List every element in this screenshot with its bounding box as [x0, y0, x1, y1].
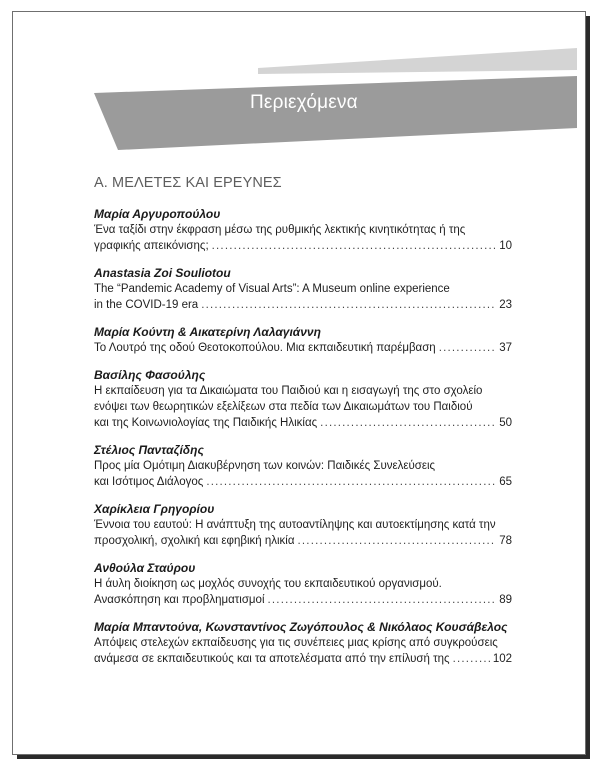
toc-entry-title-line: ανάμεσα σε εκπαιδευτικούς και τα αποτελέσματα από την επίλυσή της [94, 653, 450, 665]
toc-entry-last-line [94, 297, 512, 313]
toc-entry-title-line: γραφικής απεικόνισης; [94, 240, 209, 252]
toc-entry-title-line: Η εκπαίδευση για τα Δικαιώματα του Παιδιού και η εισαγωγή της στο σχολείο [94, 385, 483, 397]
toc-entry[interactable] [94, 206, 512, 254]
toc-entry-page-number[interactable]: 50 [499, 417, 512, 429]
toc-entry-title-line: Το Λουτρό της οδού Θεοτοκοπούλου. Μια εκπαιδευτική παρέμβαση [94, 342, 436, 354]
toc-entries [94, 206, 512, 678]
toc-entry[interactable] [94, 560, 512, 608]
dot-leader [206, 474, 495, 490]
section-heading: Α. ΜΕΛΕΤΕΣ ΚΑΙ ΕΡΕΥΝΕΣ [94, 175, 282, 191]
toc-entry-author: Μαρία Αργυροπούλου [94, 207, 221, 221]
toc-entry-title-line: Απόψεις στελεχών εκπαίδευσης για τις συνέπειες μιας κρίσης από συγκρούσεις [94, 637, 498, 649]
dot-leader [268, 592, 495, 608]
dot-leader [439, 340, 495, 356]
toc-entry-author: Anastasia Zoi Souliotou [94, 266, 231, 280]
toc-entry-page-number[interactable]: 78 [499, 535, 512, 547]
dot-leader [212, 238, 495, 254]
toc-entry-page-number[interactable]: 23 [499, 299, 512, 311]
toc-entry[interactable] [94, 265, 512, 313]
toc-entry-last-line [94, 592, 512, 608]
toc-entry-title-line: Η άυλη διοίκηση ως μοχλός συνοχής του εκπαιδευτικού οργανισμού. [94, 578, 442, 590]
toc-entry-title-line: ενόψει των θεωρητικών εξελίξεων στα πεδία των Δικαιωμάτων του Παιδιού [94, 401, 473, 413]
page-shadow-bottom [17, 755, 590, 759]
toc-entry-title-line: και Ισότιμος Διάλογος [94, 476, 204, 488]
contents-title: Περιεχόμενα [250, 92, 358, 113]
toc-entry-last-line [94, 533, 512, 549]
header-banner [0, 0, 600, 160]
dot-leader [298, 533, 495, 549]
toc-entry-page-number[interactable]: 89 [499, 594, 512, 606]
toc-entry-author: Στέλιος Πανταζίδης [94, 443, 204, 457]
toc-entry-page-number[interactable]: 102 [492, 653, 512, 665]
toc-entry-author: Χαρίκλεια Γρηγορίου [94, 502, 215, 516]
toc-entry-title-line: The “Pandemic Academy of Visual Arts”: A Museum online experience [94, 283, 450, 295]
toc-entry-title-line: Έννοια του εαυτού: Η ανάπτυξη της αυτοαντίληψης και αυτοεκτίμησης κατά την [94, 519, 496, 531]
toc-entry-last-line [94, 474, 512, 490]
toc-entry-last-line [94, 651, 512, 667]
toc-entry[interactable] [94, 324, 512, 356]
toc-entry[interactable] [94, 367, 512, 431]
dot-leader [201, 297, 495, 313]
toc-entry[interactable] [94, 501, 512, 549]
toc-entry[interactable] [94, 442, 512, 490]
toc-entry-title-line: Ένα ταξίδι στην έκφραση μέσω της ρυθμικής λεκτικής κινητικότητας ή της [94, 224, 466, 236]
toc-entry-author: Ανθούλα Σταύρου [94, 561, 196, 575]
toc-entry-last-line [94, 340, 512, 356]
toc-entry-author: Βασίλης Φασούλης [94, 368, 206, 382]
toc-entry-author: Μαρία Μπαντούνα, Κωνσταντίνος Ζωγόπουλος & Νικόλαος Κουσάβελος [94, 620, 508, 634]
toc-entry-title-line: προσχολική, σχολική και εφηβική ηλικία [94, 535, 295, 547]
toc-entry-title-line: Ανασκόπηση και προβληματισμοί [94, 594, 265, 606]
toc-entry-author: Μαρία Κούντη & Αικατερίνη Λαλαγιάννη [94, 325, 321, 339]
toc-entry[interactable] [94, 619, 512, 667]
banner-light-stripe [258, 48, 577, 74]
dot-leader [320, 415, 495, 431]
toc-entry-page-number[interactable]: 37 [499, 342, 512, 354]
toc-entry-title-line: in the COVID-19 era [94, 299, 199, 311]
toc-entry-title-line: και της Κοινωνιολογίας της Παιδικής Ηλικίας [94, 417, 318, 429]
dot-leader [453, 651, 490, 667]
toc-entry-page-number[interactable]: 65 [499, 476, 512, 488]
toc-entry-page-number[interactable]: 10 [499, 240, 512, 252]
toc-entry-last-line [94, 238, 512, 254]
toc-entry-last-line [94, 415, 512, 431]
toc-entry-title-line: Προς μία Ομότιμη Διακυβέρνηση των κοινών: Παιδικές Συνελεύσεις [94, 460, 436, 472]
